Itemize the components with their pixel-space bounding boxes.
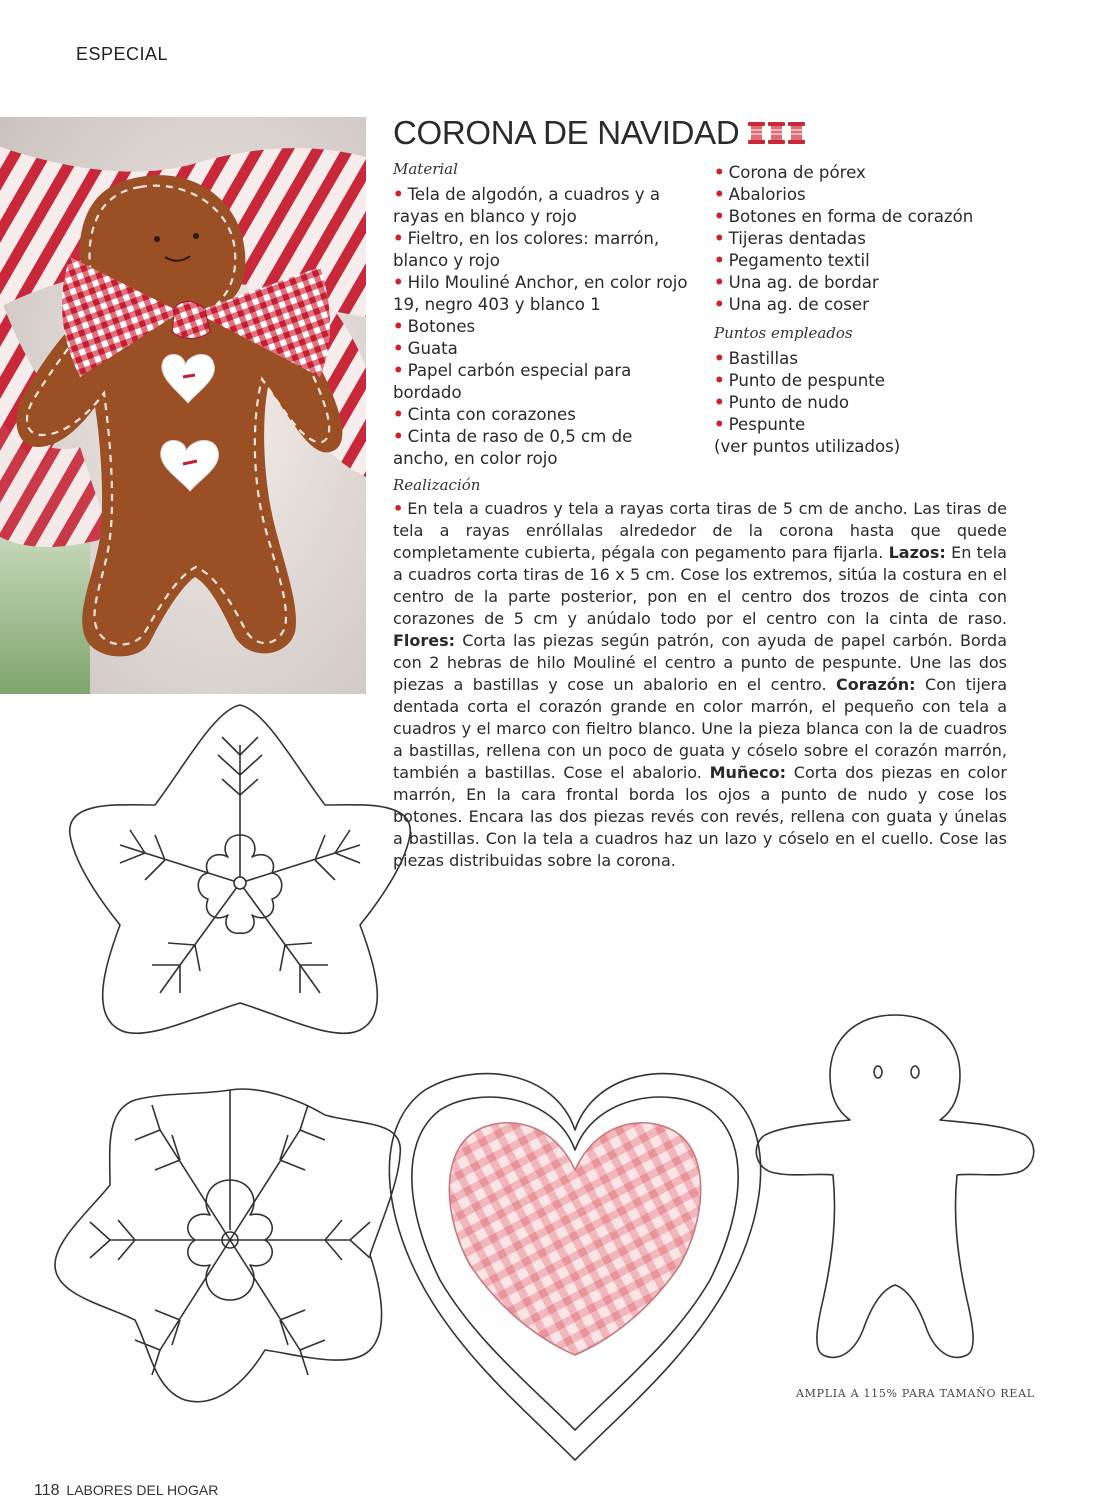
list-item: • Botones — [393, 317, 476, 336]
list-item: • Punto de pespunte — [714, 371, 885, 390]
gingerbread-photo — [0, 117, 366, 694]
list-item: • Corona de pórex — [714, 163, 866, 182]
list-item: • Pegamento textil — [714, 251, 870, 270]
material-heading: Material — [393, 160, 458, 178]
gingerbread-pattern-icon — [756, 1015, 1033, 1357]
list-item: • Abalorios — [714, 185, 806, 204]
magazine-name: LABORES DEL HOGAR — [66, 1482, 219, 1498]
title-row — [393, 114, 807, 152]
list-item: • Hilo Mouliné Anchor, en color rojo 19, negro 403 y blanco 1 — [393, 273, 688, 314]
stitches-list — [714, 348, 1014, 458]
materials-column-2 — [714, 162, 1014, 458]
stitches-heading: Puntos empleados — [714, 324, 853, 342]
stitches-note: (ver puntos utilizados) — [714, 437, 901, 456]
pattern-scale-note: AMPLIA A 115% PARA TAMAÑO REAL — [796, 1387, 1035, 1400]
article-title: CORONA DE NAVIDAD — [393, 114, 740, 151]
patterns-area — [0, 690, 1107, 1494]
realization-paragraph: • En tela a cuadros y tela a rayas corta tiras de 5 cm de ancho. Las tiras de tela a rayas enróllalas alrededor de la corona hasta que quede completamente cubierta, pégala con pegamento para fijarla. Lazos: En tela a cuadros corta tiras de 16 x 5 cm. Cose los extremos, sitúa la costura en el centro de la parte posterior, pon en el centro dos trozos de cinta con corazones de 5 cm y anúdalo todo por el centro con la cinta de raso. Flores: Corta las piezas según patrón, con ayuda de papel carbón. Borda con 2 hebras de hilo Mouliné el centro a punto de pespunte. Une las dos piezas a bastillas y cose un abalorio en el centro. Corazón: Con tijera dentada corta el corazón grande en color marrón, el pequeño con tela a cuadros y el marco con fieltro blanco. Une la pieza blanca con la de cuadros a bastillas, rellena con un poco de guata y cóselo sobre el corazón marrón, también a bastillas. Cose el abalorio. Muñeco: Corta dos piezas en color marrón, En la cara frontal borda los ojos a punto de nudo y cose los botones. Encara las dos piezas revés con revés, rellena con guata y únelas a bastillas. Con la tela a cuadros haz un lazo y cóselo en el cuello. Cose las piezas distribuidas sobre la corona. — [393, 499, 1008, 870]
heart-pattern-icon — [389, 1074, 760, 1460]
list-item: • Cinta con corazones — [393, 405, 576, 424]
materials-list-2 — [714, 162, 1014, 316]
list-item: • Pespunte — [714, 415, 806, 434]
page-number: 118 — [34, 1482, 60, 1499]
materials-column-1 — [393, 160, 688, 470]
flower-pattern-1-icon — [70, 705, 411, 1033]
list-item: • Guata — [393, 339, 458, 358]
list-item: • Fieltro, en los colores: marrón, blanco y rojo — [393, 229, 660, 270]
flower-pattern-2-icon — [55, 1089, 400, 1402]
list-item: • Papel carbón especial para bordado — [393, 361, 632, 402]
list-item: • Tijeras dentadas — [714, 229, 866, 248]
materials-list — [393, 184, 688, 470]
list-item: • Punto de nudo — [714, 393, 850, 412]
list-item: • Bastillas — [714, 349, 798, 368]
list-item: • Botones en forma de corazón — [714, 207, 974, 226]
list-item: • Cinta de raso de 0,5 cm de ancho, en color rojo — [393, 427, 633, 468]
list-item: • Una ag. de bordar — [714, 273, 879, 292]
list-item: • Tela de algodón, a cuadros y a rayas en blanco y rojo — [393, 185, 660, 226]
list-item: • Una ag. de coser — [714, 295, 869, 314]
page-footer — [34, 1482, 218, 1500]
realization-heading: Realización — [393, 476, 481, 494]
difficulty-spools-icon — [747, 121, 807, 145]
section-label: ESPECIAL — [76, 44, 169, 64]
